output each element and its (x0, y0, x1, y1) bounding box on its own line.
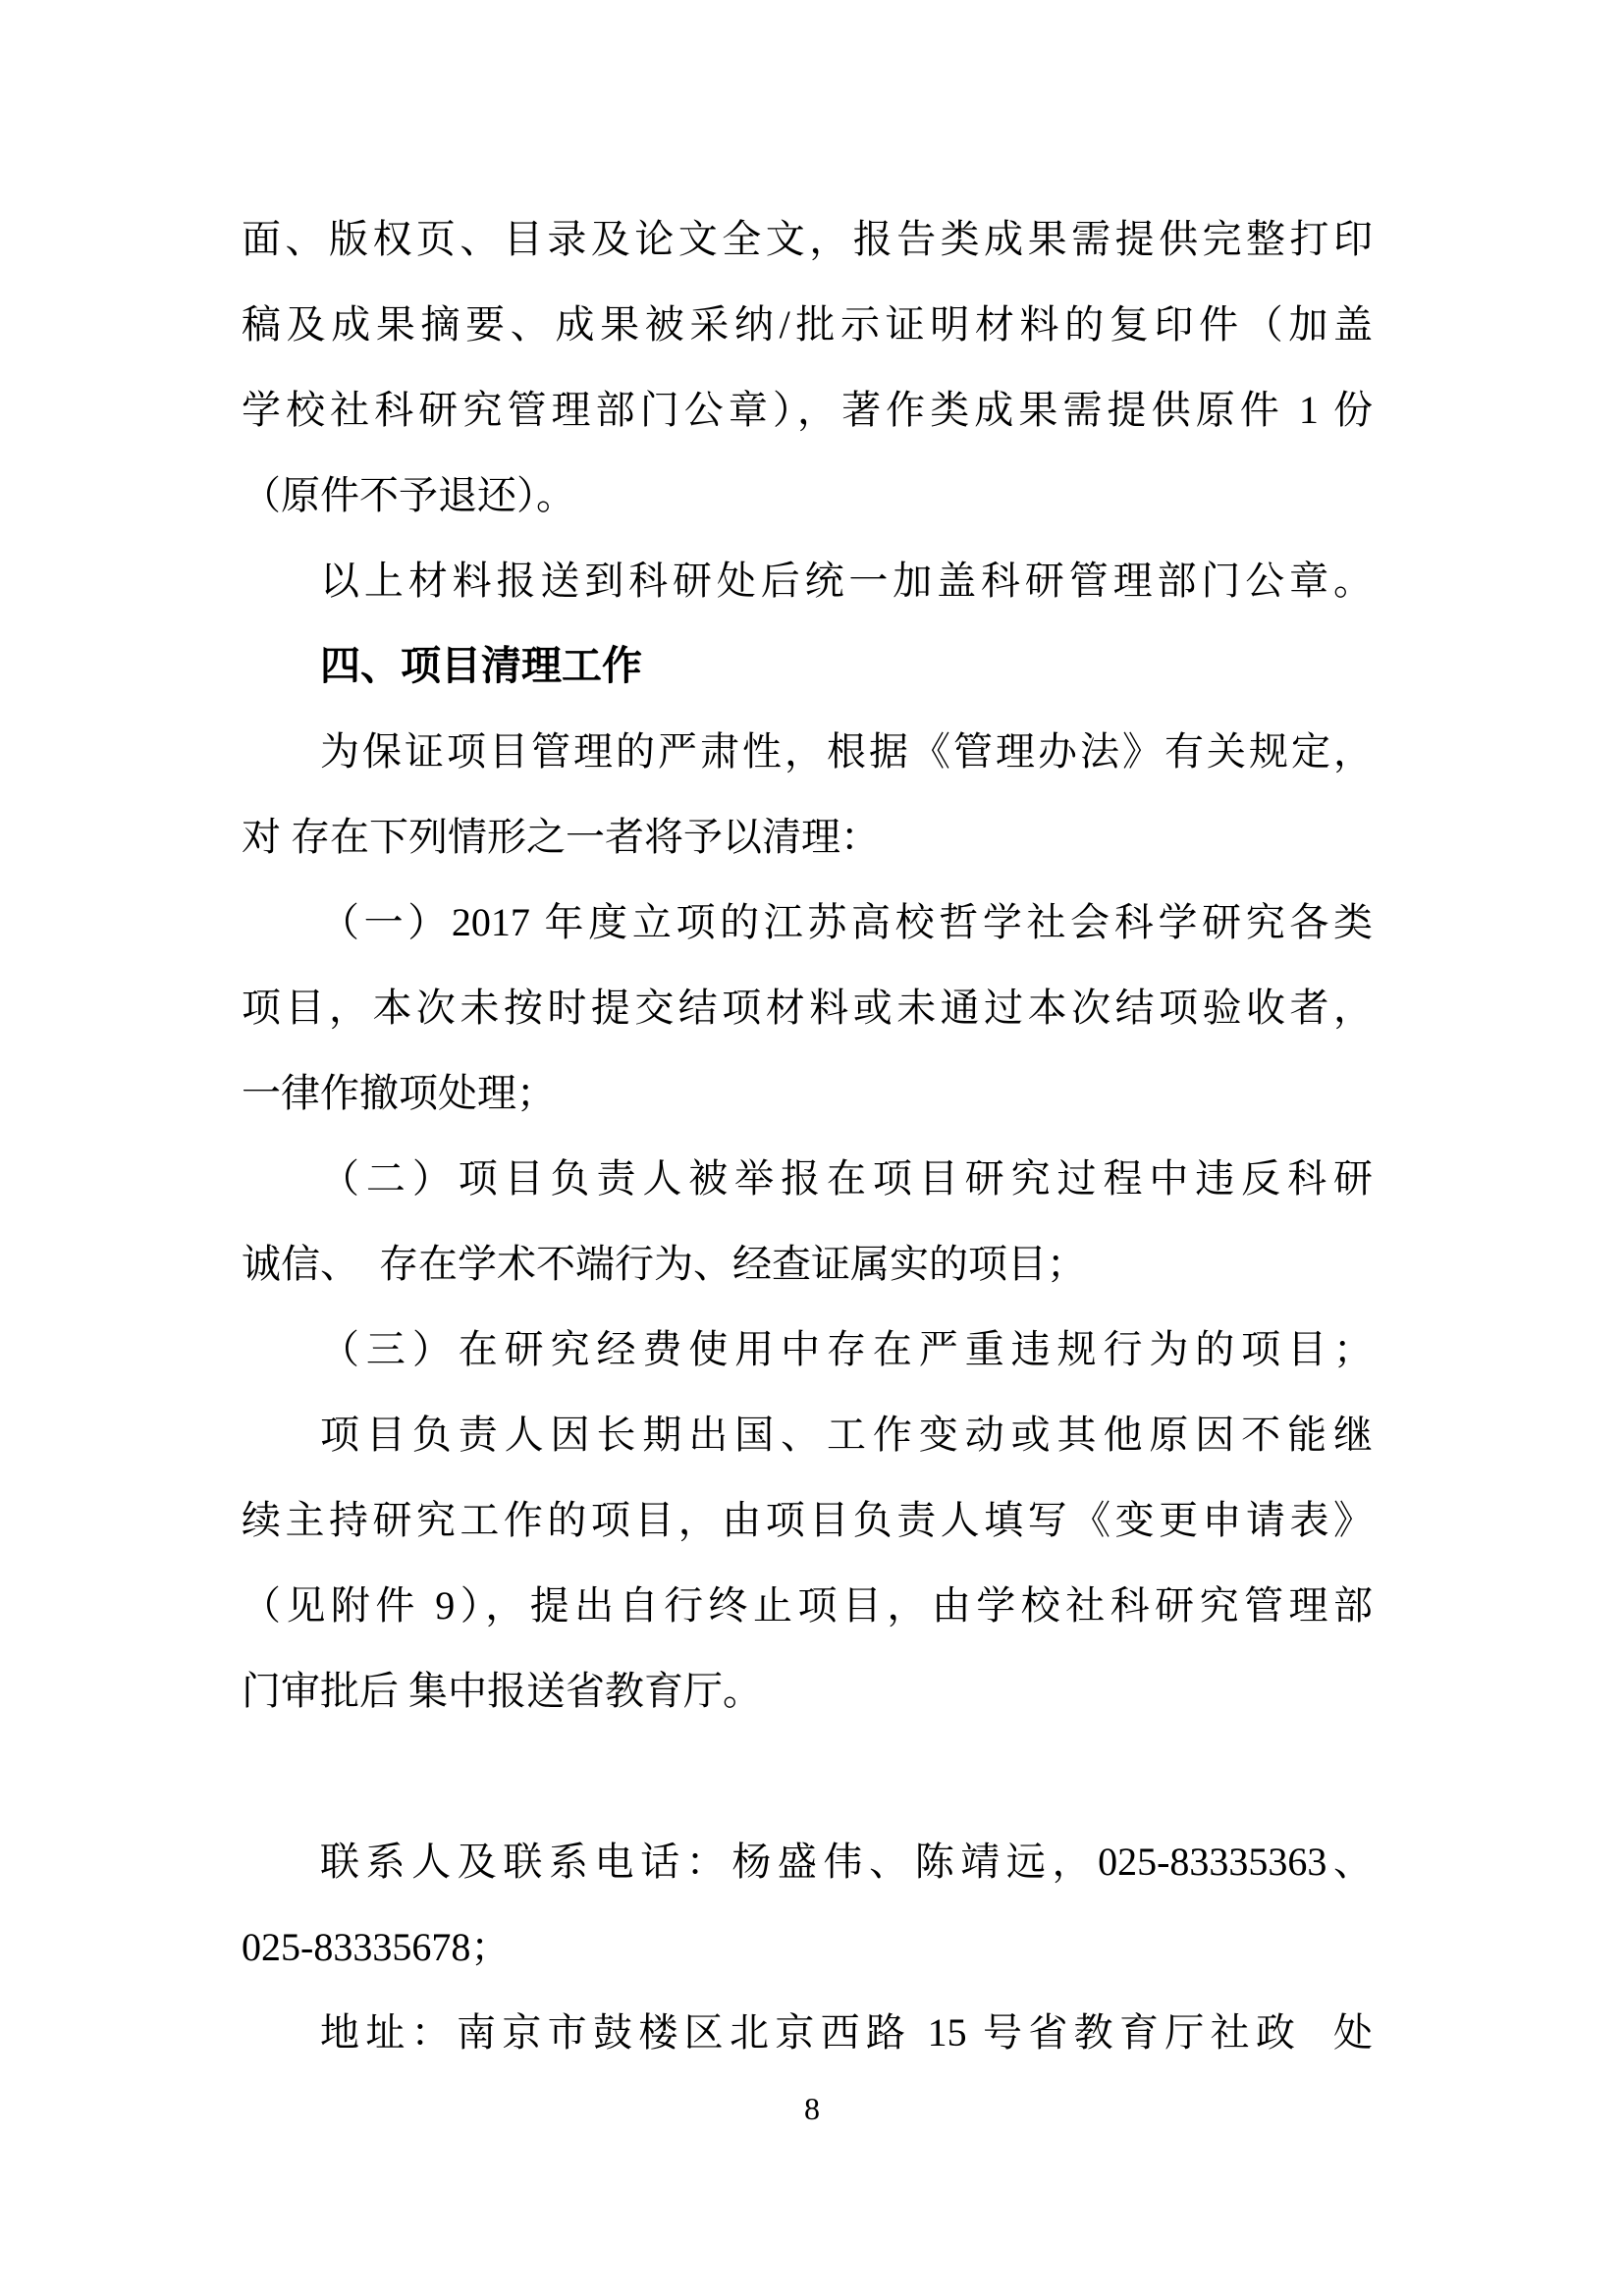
text-line: （二）项目负责人被举报在项目研究过程中违反科研 (320, 1156, 1373, 1201)
text-line: 为保证项目管理的严肃性，根据《管理办法》有关规定， (320, 729, 1373, 774)
text-line: 以上材料报送到科研处后统一加盖科研管理部门公章。 (320, 559, 1373, 603)
document-body (242, 196, 1373, 2075)
text-line: 门审批后 集中报送省教育厅。 (242, 1669, 762, 1713)
text-line: 025-83335678； (242, 1925, 511, 1969)
text-line: 联系人及联系电话：杨盛伟、陈靖远，025-83335363、 (320, 1840, 1373, 1884)
text-line: （三）在研究经费使用中存在严重违规行为的项目； (320, 1327, 1373, 1371)
text-line: 面、版权页、目录及论文全文，报告类成果需提供完整打印 (242, 217, 1373, 261)
text-line: （一）2017 年度立项的江苏高校哲学社会科学研究各类 (320, 900, 1373, 944)
text-line: 项目负责人因长期出国、工作变动或其他原因不能继 (320, 1413, 1373, 1457)
text-line: （见附件 9），提出自行终止项目，由学校社科研究管理部 (242, 1583, 1373, 1628)
text-line: 一律作撤项处理； (242, 1071, 556, 1115)
page-number: 8 (804, 2091, 820, 2126)
blank-line (242, 1734, 1373, 1819)
page-footer (0, 2089, 1624, 2128)
text-line: 稿及成果摘要、成果被采纳/批示证明材料的复印件（加盖 (242, 302, 1373, 347)
text-line: 项目，本次未按时提交结项材料或未通过本次结项验收者， (242, 986, 1373, 1030)
text-line: 诚信、 存在学术不端行为、经查证属实的项目； (242, 1242, 1086, 1286)
text-line: 续主持研究工作的项目，由项目负责人填写《变更申请表》 (242, 1498, 1373, 1542)
text-line: 对 存在下列情形之一者将予以清理： (242, 815, 880, 859)
text-line: 地址：南京市鼓楼区北京西路 15 号省教育厅社政 处 (320, 2010, 1373, 2055)
text-line: 学校社科研究管理部门公章），著作类成果需提供原件 1 份 (242, 388, 1373, 432)
text-line: （原件不予退还）。 (242, 473, 575, 517)
section-heading: 四、项目清理工作 (320, 643, 642, 688)
